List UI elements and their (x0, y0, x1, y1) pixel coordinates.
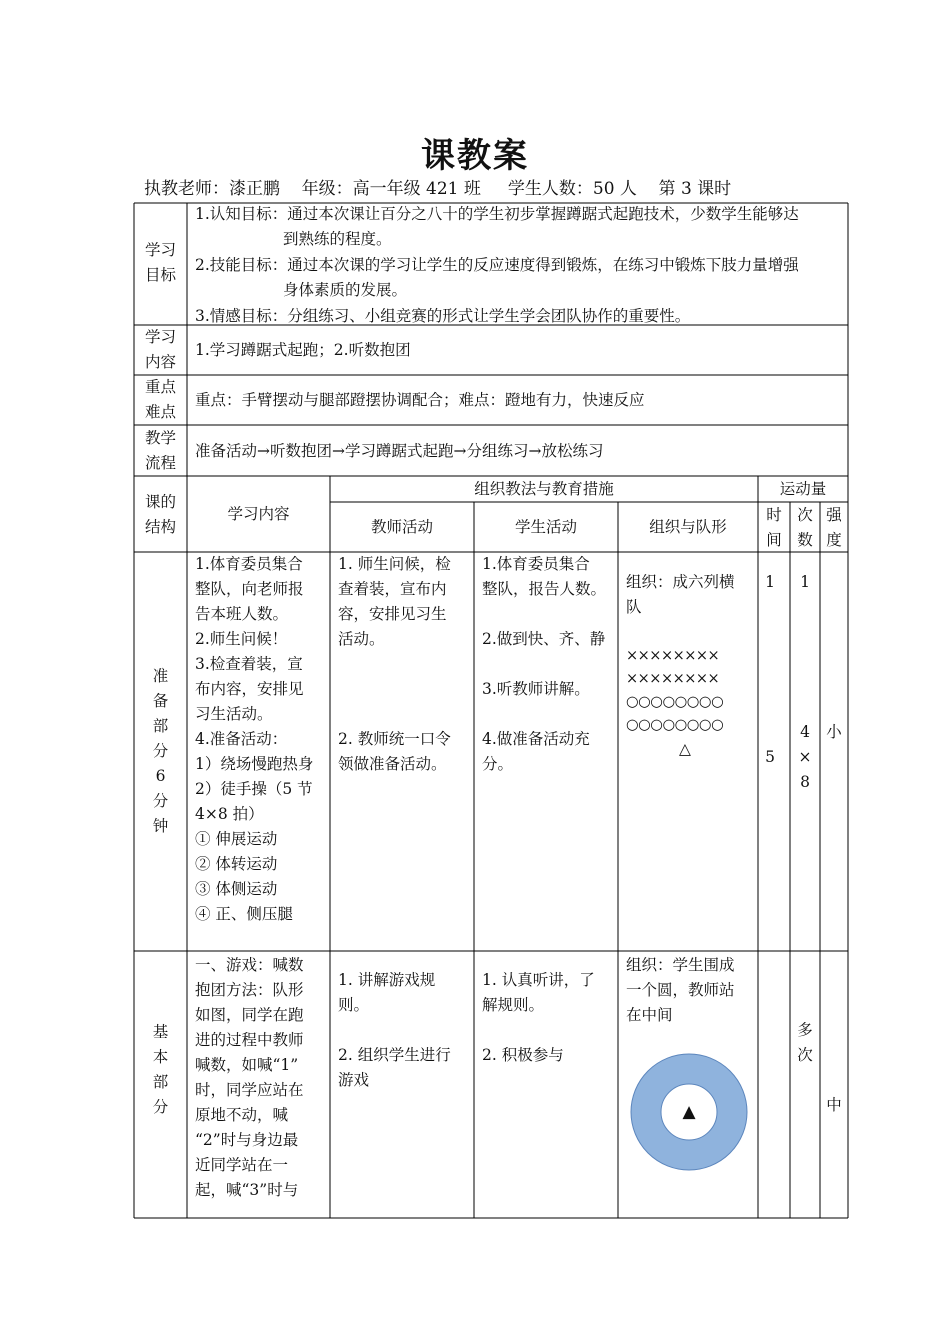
intensity-header: 强 度 (826, 506, 842, 549)
objectives-text: 1.认知目标：通过本次课让百分之八十的学生初步掌握蹲踞式起跑技术，少数学生能够达 到熟练的程度。 2.技能目标：通过本次课的学习让学生的反应速度得到锻炼，在练习中锻炼下肢力量增强 身体素质的发展。 3.情感目标：分组练习、小组竞赛的形式让学生学会团队协作的重要性。 (195, 205, 799, 325)
teacher-marker-icon: ▲ (682, 1102, 696, 1122)
structure-header: 课的 结构 (144, 493, 176, 536)
prep-student: 1.体育委员集合 整队，报告人数。 2.做到快、齐、静 3.听教师讲解。 4.做准备活动充 分。 (482, 555, 607, 773)
objectives-label: 学习 目标 (144, 241, 176, 284)
basic-label: 基 本 部 分 (152, 1023, 169, 1116)
basic-times: 多 次 (797, 1021, 813, 1064)
prep-time-2: 5 (765, 748, 775, 766)
student-header: 学生活动 (514, 518, 577, 536)
basic-student: 1. 认真听讲，了 解规则。 2. 积极参与 (482, 971, 595, 1064)
content-label: 学习 内容 (144, 328, 176, 371)
key-points-text: 重点：手臂摆动与腿部蹬摆协调配合；难点：蹬地有力，快速反应 (195, 391, 645, 409)
flow-label: 教学 流程 (144, 429, 176, 472)
prep-content: 1.体育委员集合 整队，向老师报 告本班人数。 2.师生问候！ 3.检查着装，宣 布内容，安排见 习生活动。 4.准备活动： 1）绕场慢跑热身 2）徒手操（5 节 4×8 拍） ① 伸展运动 ② 体转运动 ③ 体侧运动 ④ 正、侧压腿 (195, 555, 314, 923)
content-text: 1.学习蹲踞式起跑；2.听数抱团 (195, 341, 411, 359)
prep-times-1: 1 (800, 573, 810, 591)
formation-row-o2: ○○○○○○○○ (626, 717, 724, 733)
basic-formation: 组织：学生围成 一个圆，教师站 在中间 (626, 956, 735, 1024)
page-title: 课教案 (421, 136, 529, 176)
formation-header: 组织与队形 (649, 518, 727, 536)
teacher-triangle-icon: △ (679, 740, 691, 758)
teacher-header: 教师活动 (370, 518, 433, 536)
key-points-label: 重点 难点 (144, 378, 176, 421)
prep-intensity: 小 (826, 723, 842, 741)
circle-formation-diagram (630, 1053, 748, 1171)
basic-intensity: 中 (826, 1096, 842, 1114)
formation-row-x2: ×××××××× (626, 671, 720, 687)
org-methods-header: 组织教法与教育措施 (474, 480, 614, 498)
formation-row-x1: ×××××××× (626, 648, 720, 664)
prep-formation: 组织：成六列横 队 ×××××××× ×××××××× ○○○○○○○○ ○○○○○○○○ △ (626, 570, 756, 762)
prep-time-1: 1 (765, 573, 775, 591)
formation-row-o1: ○○○○○○○○ (626, 694, 724, 710)
basic-teacher: 1. 讲解游戏规 则。 2. 组织学生进行 游戏 (338, 971, 451, 1089)
time-header: 时 间 (766, 506, 782, 549)
basic-content: 一、游戏：喊数 抱团方法：队形 如图，同学在跑 进的过程中教师 喊数，如喊“1” 时，同学应站在 原地不动，喊 “2”时与身边最 近同学站在一 起，喊“3”时与 (195, 956, 304, 1199)
learning-content-header: 学习内容 (227, 505, 290, 523)
prep-times-2: 4 × 8 (798, 723, 812, 791)
exercise-load-header: 运动量 (779, 480, 827, 498)
prep-label: 准 备 部 分 6 分 钟 (152, 667, 169, 835)
flow-text: 准备活动→听数抱团→学习蹲踞式起跑→分组练习→放松练习 (195, 442, 604, 460)
prep-teacher: 1. 师生问候，检 查着装，宣布内 容，安排见习生 活动。 2. 教师统一口令 领做准备活动。 (338, 555, 451, 773)
header-info: 执教老师：漆正鹏 年级：高一年级 421 班 学生人数：50 人 第 3 课时 (144, 179, 732, 199)
times-header: 次 数 (797, 506, 813, 549)
